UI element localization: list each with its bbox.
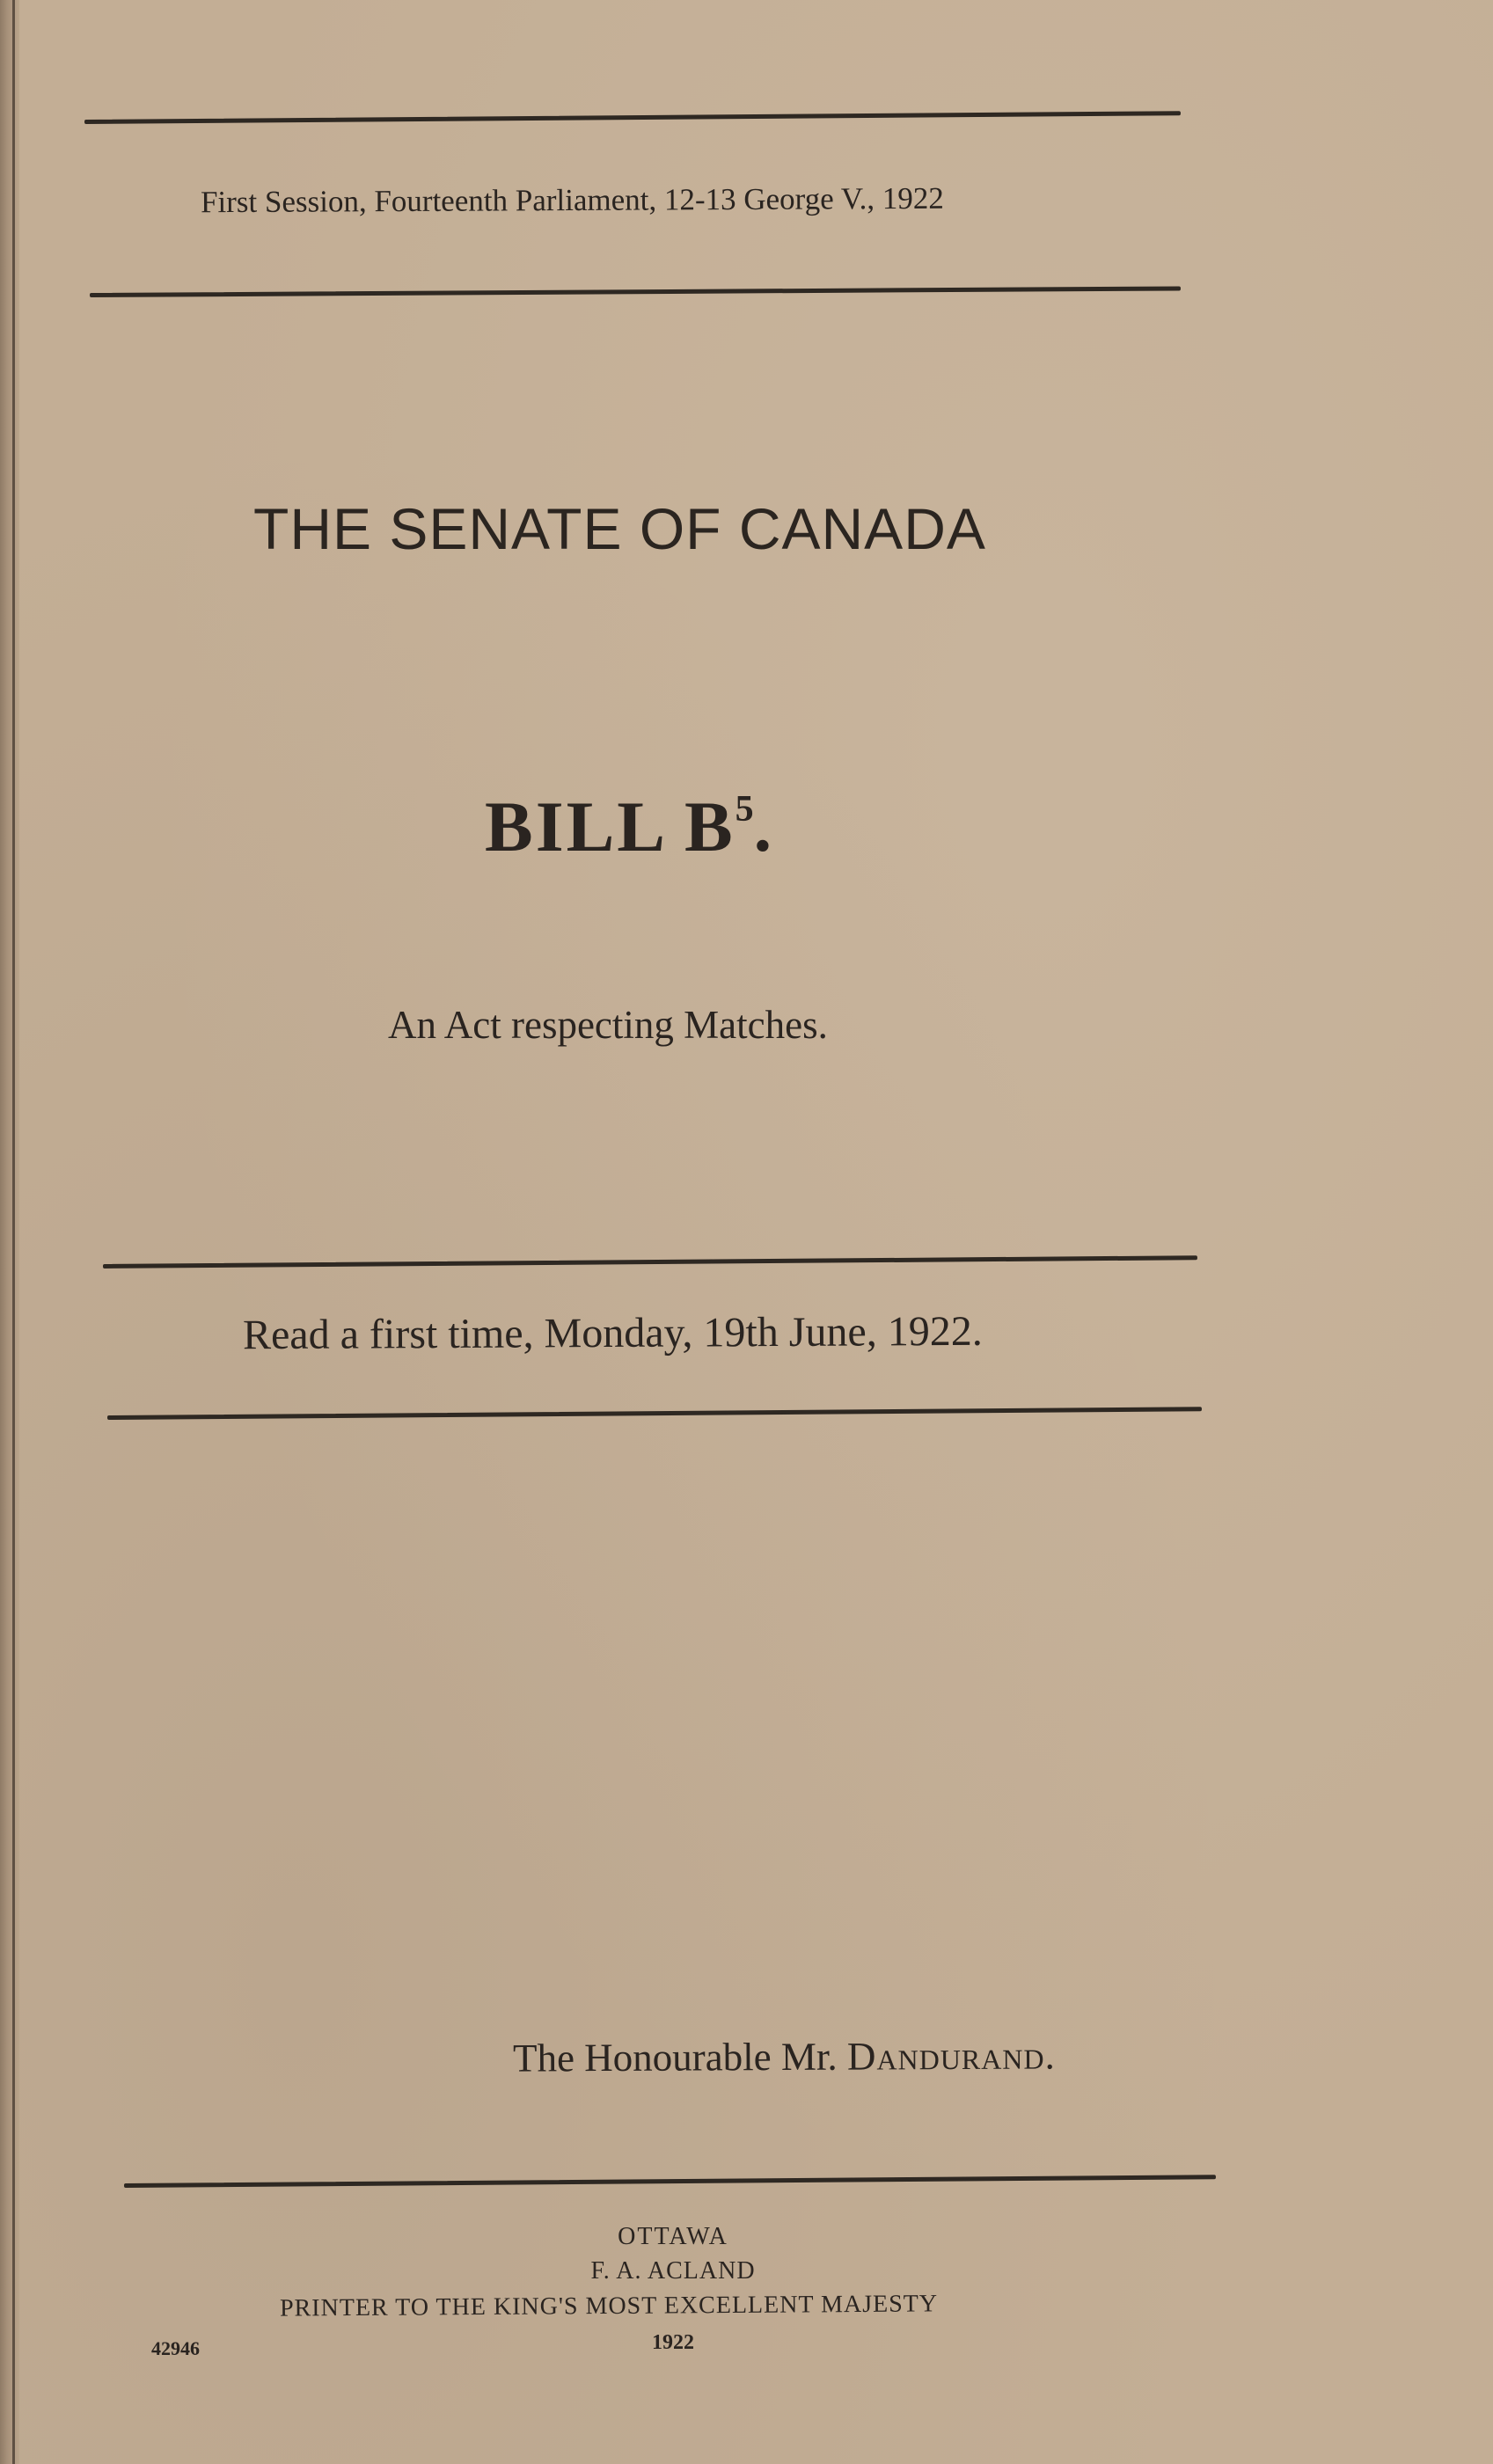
imprint-place: OTTAWA xyxy=(618,2223,728,2250)
bill-superscript: 5 xyxy=(735,789,754,830)
rule-top-2 xyxy=(90,286,1181,297)
bill-suffix: . xyxy=(753,786,775,866)
sponsor-prefix: The Honourable Mr. xyxy=(512,2034,848,2080)
serial-number: 42946 xyxy=(151,2337,200,2359)
rule-reading-top xyxy=(103,1255,1197,1269)
session-line: First Session, Fourteenth Parliament, 12-13 George V., 1922 xyxy=(200,180,944,220)
first-reading-line: Read a first time, Monday, 19th June, 1922. xyxy=(242,1307,983,1359)
bill-label: BILL B xyxy=(485,786,736,866)
rule-reading-bottom xyxy=(107,1407,1202,1420)
sponsor-name: Dandurand xyxy=(846,2033,1045,2079)
imprint-printer: F. A. ACLAND xyxy=(590,2257,756,2285)
binding-line xyxy=(12,0,15,2464)
binding-edge xyxy=(0,0,19,2464)
sponsor-suffix: . xyxy=(1044,2033,1055,2078)
act-title: An Act respecting Matches. xyxy=(388,1003,828,1047)
imprint-year: 1922 xyxy=(652,2331,694,2354)
bill-number xyxy=(485,786,774,868)
imprint-printer-title: PRINTER TO THE KING'S MOST EXCELLENT MAJESTY xyxy=(279,2290,939,2322)
senate-heading: THE SENATE OF CANADA xyxy=(253,496,986,561)
sponsor-line xyxy=(513,2032,1055,2080)
rule-imprint xyxy=(124,2175,1216,2188)
rule-top-1 xyxy=(84,111,1181,124)
